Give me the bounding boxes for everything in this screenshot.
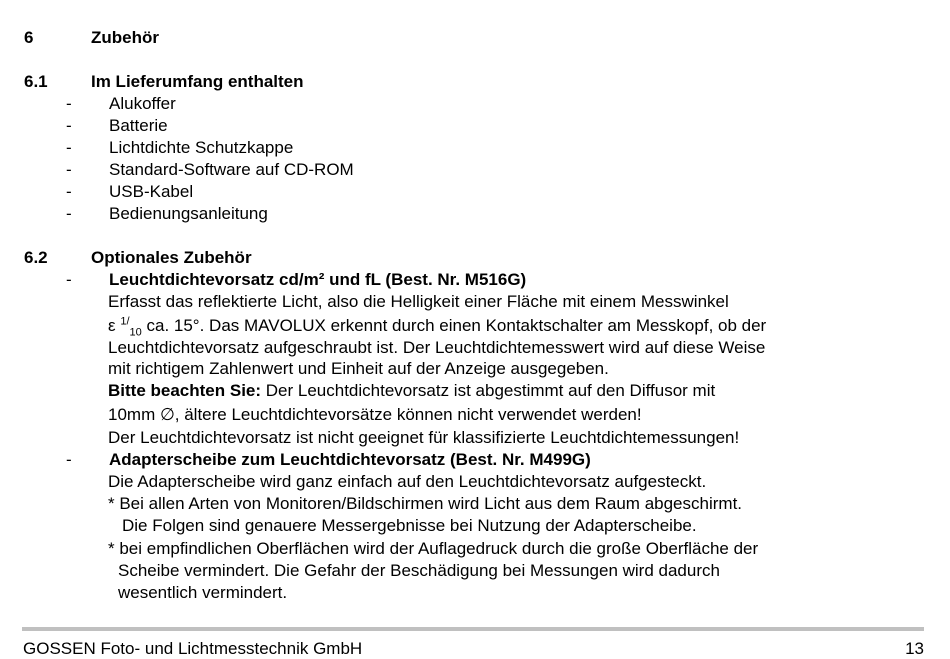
list-bullet: -: [66, 138, 72, 157]
epsilon-symbol: ε: [108, 316, 116, 335]
footer-company: GOSSEN Foto- und Lichtmesstechnik GmbH: [23, 639, 363, 658]
list-bullet: -: [66, 94, 72, 113]
section-number: 6: [24, 28, 34, 47]
fraction-superscript: 1/: [120, 315, 130, 328]
subsection-6-1-number: 6.1: [24, 72, 48, 91]
subsection-6-1-title: Im Lieferumfang enthalten: [91, 72, 304, 91]
list-item: Batterie: [109, 116, 168, 135]
note-line: Scheibe vermindert. Die Gefahr der Beschädigung bei Messungen wird dadurch: [118, 561, 720, 580]
note-text: Der Leuchtdichtevorsatz ist abgestimmt auf den Diffusor mit: [261, 381, 716, 400]
section-title: Zubehör: [91, 28, 159, 47]
paragraph-text: ca. 15°. Das MAVOLUX erkennt durch einen Kontaktschalter am Messkopf, ob der: [141, 316, 767, 335]
list-bullet: -: [66, 270, 72, 289]
list-item: Alukoffer: [109, 94, 176, 113]
paragraph-line: 10mm ∅, ältere Leuchtdichtevorsätze können nicht verwendet werden!: [108, 405, 642, 424]
paragraph-line: [108, 315, 767, 339]
accessory-title-adapter-disc: Adapterscheibe zum Leuchtdichtevorsatz (Best. Nr. M499G): [109, 450, 591, 469]
paragraph-line: mit richtigem Zahlenwert und Einheit auf der Anzeige ausgegeben.: [108, 359, 609, 378]
list-bullet: -: [66, 160, 72, 179]
subsection-6-2-title: Optionales Zubehör: [91, 248, 252, 267]
note-line: Die Folgen sind genauere Messergebnisse bei Nutzung der Adapterscheibe.: [122, 516, 697, 535]
list-bullet: -: [66, 116, 72, 135]
note-line: wesentlich vermindert.: [118, 583, 288, 602]
fraction-subscript: 10: [129, 326, 142, 339]
list-item: Lichtdichte Schutzkappe: [109, 138, 294, 157]
list-item: Bedienungsanleitung: [109, 204, 268, 223]
subsection-6-2-number: 6.2: [24, 248, 48, 267]
paragraph-line: Erfasst das reflektierte Licht, also die Helligkeit einer Fläche mit einem Messwinkel: [108, 292, 729, 311]
list-bullet: -: [66, 204, 72, 223]
footer-page-number: 13: [905, 639, 924, 658]
list-bullet: -: [66, 450, 72, 469]
paragraph-line: Leuchtdichtevorsatz aufgeschraubt ist. Der Leuchtdichtemesswert wird auf diese Weise: [108, 338, 766, 357]
accessory-title-luminance-attachment: Leuchtdichtevorsatz cd/m² und fL (Best. Nr. M516G): [109, 270, 527, 289]
list-item: Standard-Software auf CD-ROM: [109, 160, 354, 179]
note-line: * bei empfindlichen Oberflächen wird der Auflagedruck durch die große Oberfläche der: [108, 539, 759, 558]
list-bullet: -: [66, 182, 72, 201]
note-line: * Bei allen Arten von Monitoren/Bildschirmen wird Licht aus dem Raum abgeschirmt.: [108, 494, 743, 513]
note-label: Bitte beachten Sie:: [108, 381, 262, 400]
paragraph-line: Der Leuchtdichtevorsatz ist nicht geeignet für klassifizierte Leuchtdichtemessungen!: [108, 428, 740, 447]
paragraph-line: [108, 381, 715, 401]
footer-divider: [22, 627, 924, 631]
list-item: USB-Kabel: [109, 182, 194, 201]
paragraph-line: Die Adapterscheibe wird ganz einfach auf den Leuchtdichtevorsatz aufgesteckt.: [108, 472, 707, 491]
